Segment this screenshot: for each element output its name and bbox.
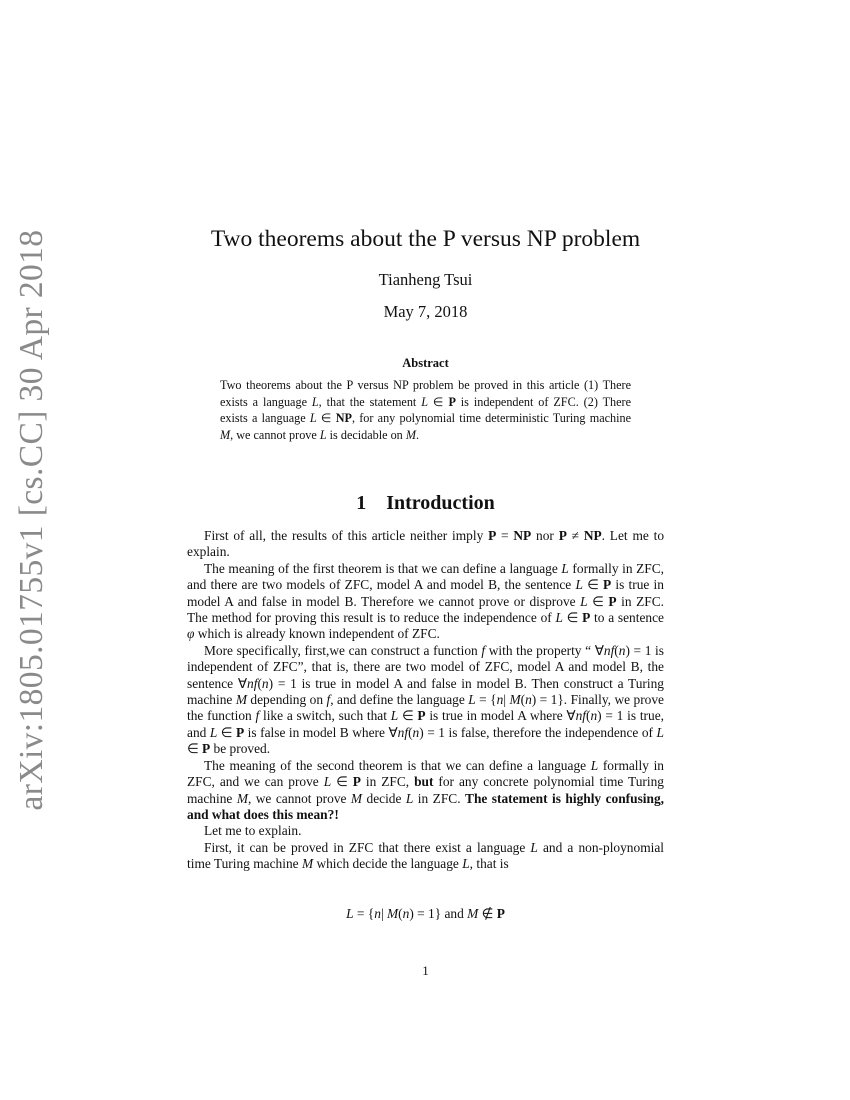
emphasized-statement: The statement is highly confusing, and what does this mean?! xyxy=(187,790,664,822)
arxiv-identifier: arXiv:1805.01755v1 [cs.CC] 30 Apr 2018 xyxy=(13,229,50,811)
paper-author: Tianheng Tsui xyxy=(378,270,473,289)
paragraph-6: First, it can be proved in ZFC that there exist a language L and a non-ploynomial time Turing machine M which decide the language L, that is xyxy=(187,839,664,872)
paragraph-1: First of all, the results of this article neither imply P = NP nor P ≠ NP. Let me to explain. xyxy=(187,528,665,560)
display-equation: L = {n| M(n) = 1} and M ∉ P xyxy=(346,906,505,921)
paragraph-4: The meaning of the second theorem is that we can define a language L formally in ZFC, and we can prove L ∈ P in ZFC, but for any concrete polynomial time Turing machine M, we cannot prove M decide L in ZFC. The statement is highly confusing, and what does this mean?! xyxy=(187,757,664,822)
paper-title: Two theorems about the P versus NP problem xyxy=(210,226,641,252)
abstract-body: Two theorems about the P versus NP problem be proved in this article (1) There exists a language L, that the statement L ∈ P is independent of ZFC. (2) There exists a language L ∈ NP, for any polynomial time deterministic Turing machine M, we cannot prove L is decidable on M. xyxy=(220,378,631,442)
introduction-body xyxy=(187,528,664,873)
paragraph-2: The meaning of the first theorem is that we can define a language L formally in ZFC, and there are two models of ZFC, model A and model B, the sentence L ∈ P is true in model A and false in model B. Therefore we cannot prove or disprove L ∈ P in ZFC. The method for proving this result is to reduce the independence of L ∈ P to a sentence φ which is already known independent of ZFC. xyxy=(187,560,664,642)
section-title: Introduction xyxy=(386,492,495,514)
page-number: 1 xyxy=(422,963,429,978)
paper-date: May 7, 2018 xyxy=(383,302,468,321)
section-heading xyxy=(187,492,664,515)
paragraph-5: Let me to explain. xyxy=(204,823,302,839)
paragraph-3: More specifically, first,we can construct a function f with the property “ ∀nf(n) = 1 is independent of ZFC”, that is, there are two model of ZFC, model A and model B, the sentence ∀nf(n) = 1 is true in model A and false in model B. Then construct a Turing machine M depending on f, and define the language L = {n| M(n) = 1}. Finally, we prove the function f like a switch, such that L ∈ P is true in model A where ∀nf(n) = 1 is true, and L ∈ P is false in model B where ∀nf(n) = 1 is false, therefore the independence of L ∈ P be proved. xyxy=(187,642,664,757)
arxiv-sidebar-stamp xyxy=(7,229,57,811)
section-number: 1 xyxy=(356,492,367,514)
abstract-heading: Abstract xyxy=(402,356,449,370)
